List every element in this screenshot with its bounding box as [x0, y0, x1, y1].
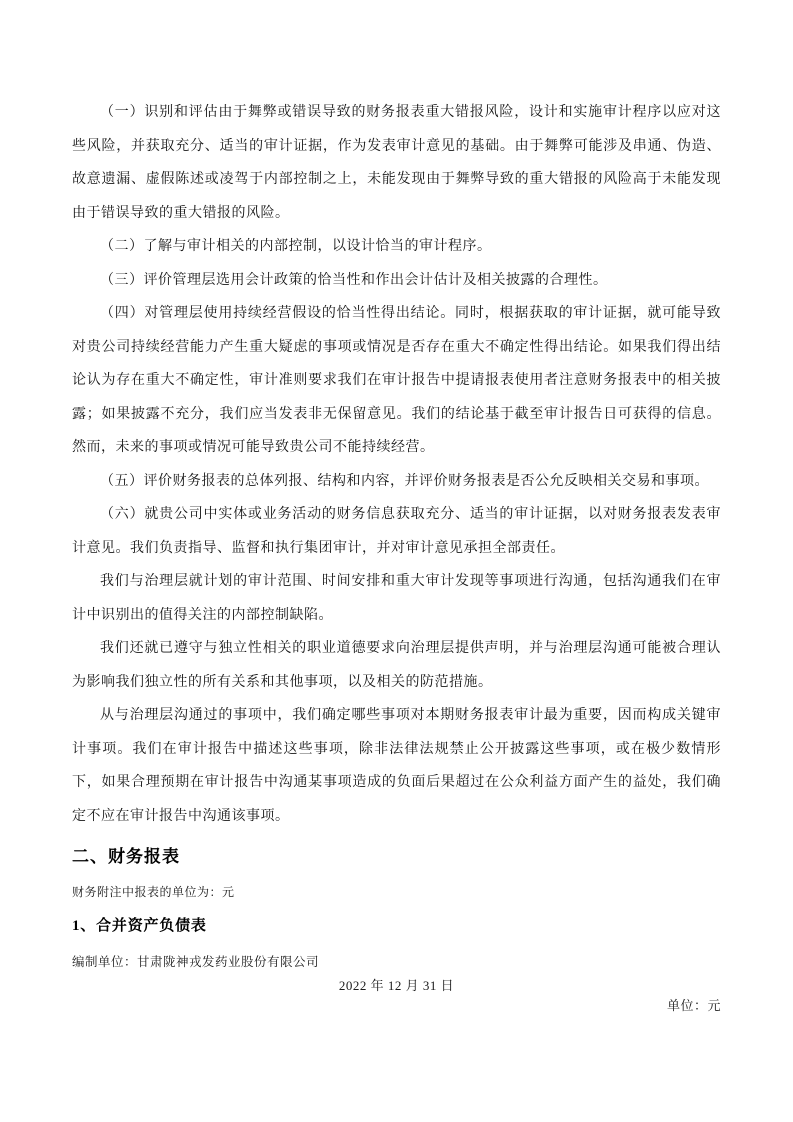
paragraph-going-concern: （四）对管理层使用持续经营假设的恰当性得出结论。同时，根据获取的审计证据，就可能导致对贵公司持续经营能力产生重大疑虑的事项或情况是否存在重大不确定性得出结论。如果我们得出结论认为存在重大不确定性，审计准则要求我们在审计报告中提请报表使用者注意财务报表中的相关披露；如果披露不充分，我们应当发表非无保留意见。我们的结论基于截至审计报告日可获得的信息。然而，未来的事项或情况可能导致贵公司不能持续经营。 — [72, 306, 721, 455]
paragraph-risk-identification: （一）识别和评估由于舞弊或错误导致的财务报表重大错报风险，设计和实施审计程序以应对这些风险，并获取充分、适当的审计证据，作为发表审计意见的基础。由于舞弊可能涉及串通、伪造、故意遗漏、虚假陈述或凌驾于内部控制之上，未能发现由于舞弊导致的重大错报的风险高于未能发现由于错误导致的重大错报的风险。 — [72, 105, 721, 221]
paragraph-accounting-policies: （三）评价管理层选用会计政策的恰当性和作出会计估计及相关披露的合理性。 — [100, 272, 608, 288]
paragraph-governance-communication: 我们与治理层就计划的审计范围、时间安排和重大审计发现等事项进行沟通，包括沟通我们在审计中识别出的值得关注的内部控制缺陷。 — [72, 574, 721, 623]
prepared-by-line: 编制单位：甘肃陇神戎发药业股份有限公司 — [72, 955, 320, 969]
paragraph-internal-control: （二）了解与审计相关的内部控制，以设计恰当的审计程序。 — [100, 239, 492, 254]
paragraph-independence-statement: 我们还就已遵守与独立性相关的职业道德要求向治理层提供声明，并与治理层沟通可能被合理认为影响我们独立性的所有关系和其他事项，以及相关的防范措施。 — [72, 641, 721, 690]
subsection-heading-consolidated-balance-sheet: 1、合并资产负债表 — [72, 918, 207, 934]
paragraph-overall-presentation: （五）评价财务报表的总体列报、结构和内容，并评价财务报表是否公允反映相关交易和事项。 — [100, 473, 709, 489]
statement-date: 2022 年 12 月 31 日 — [338, 978, 455, 993]
paragraph-group-audit: （六）就贵公司中实体或业务活动的财务信息获取充分、适当的审计证据，以对财务报表发表审计意见。我们负责指导、监督和执行集团审计，并对审计意见承担全部责任。 — [72, 507, 721, 556]
paragraph-key-audit-matters: 从与治理层沟通过的事项中，我们确定哪些事项对本期财务报表审计最为重要，因而构成关键审计事项。我们在审计报告中描述这些事项，除非法律法规禁止公开披露这些事项，或在极少数情形下，如果合理预期在审计报告中沟通某事项造成的负面后果超过在公众利益方面产生的益处，我们确定不应在审计报告中沟通该事项。 — [72, 708, 721, 824]
unit-label: 单位：元 — [666, 998, 721, 1013]
unit-note: 财务附注中报表的单位为：元 — [72, 885, 235, 899]
section-heading-financial-statements: 二、财务报表 — [72, 847, 180, 866]
